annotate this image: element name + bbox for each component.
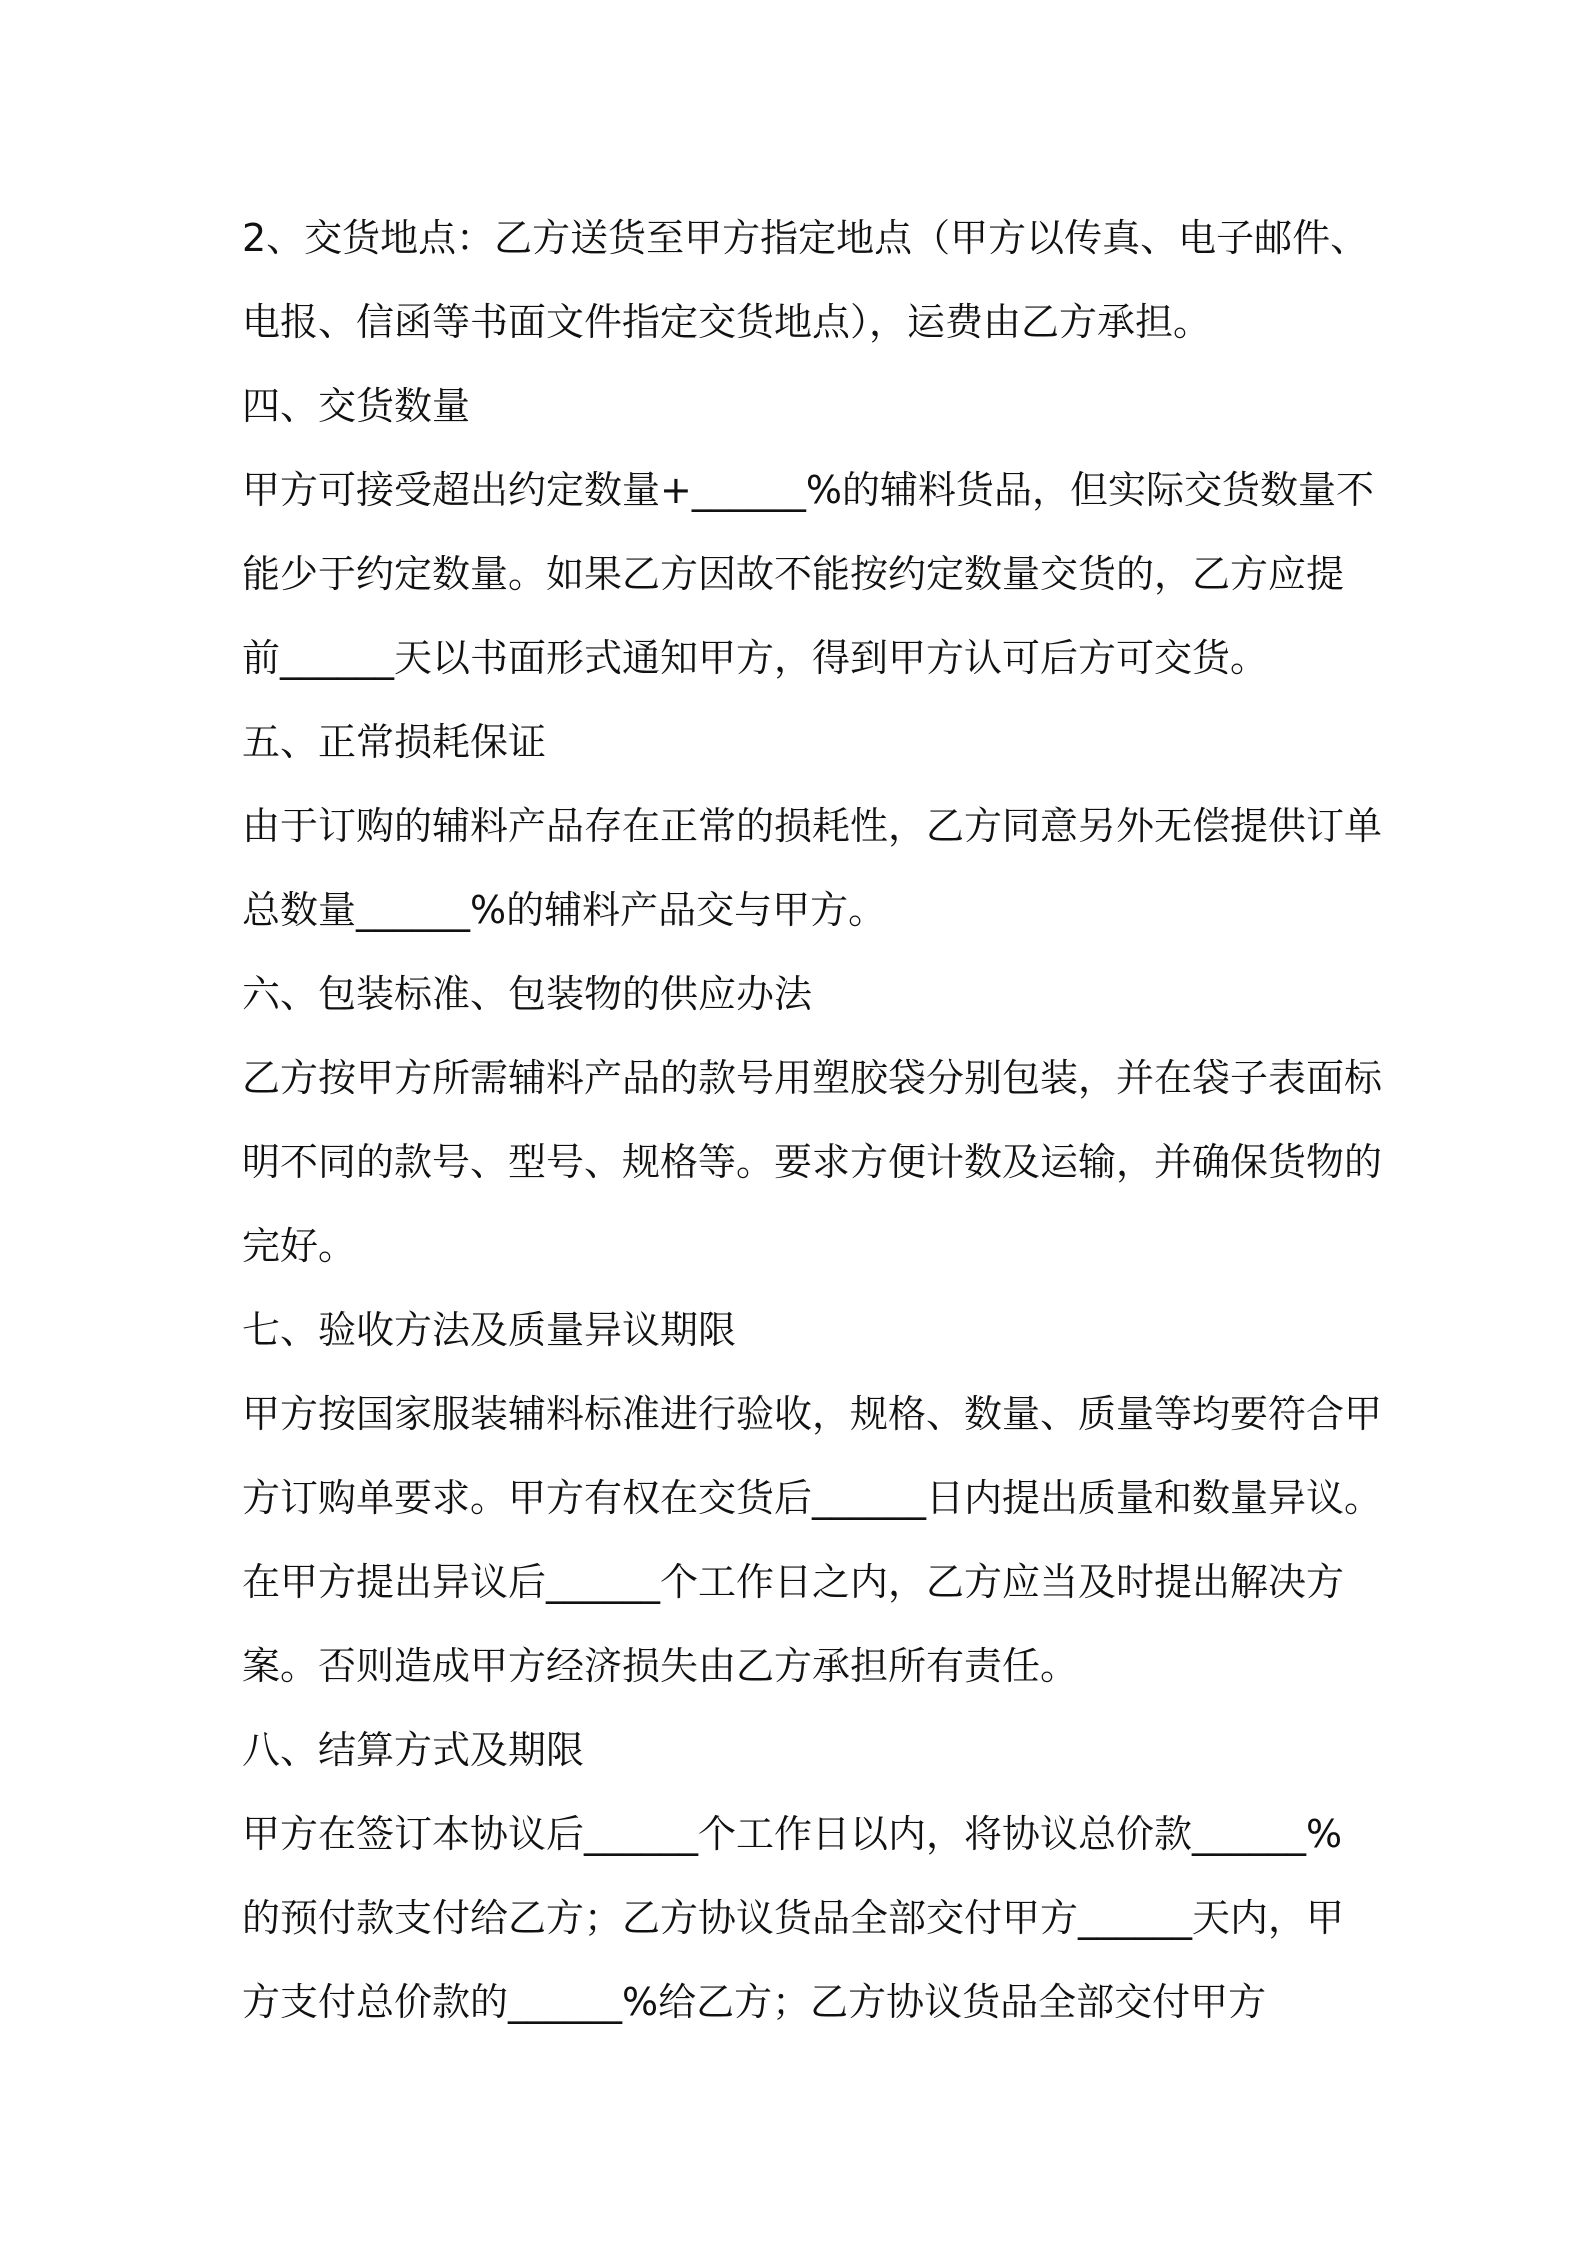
paragraph-line: 总数量______%的辅料产品交与甲方。: [242, 888, 887, 932]
paragraph-line: 乙方按甲方所需辅料产品的款号用塑胶袋分别包装，并在袋子表面标: [242, 1056, 1383, 1100]
paragraph-line: 完好。: [242, 1224, 357, 1268]
paragraph-line: 明不同的款号、型号、规格等。要求方便计数及运输，并确保货物的: [242, 1140, 1383, 1184]
section-heading: 七、验收方法及质量异议期限: [242, 1308, 737, 1352]
paragraph-line: 2、交货地点：乙方送货至甲方指定地点（甲方以传真、电子邮件、: [242, 216, 1369, 260]
paragraph-line: 方支付总价款的______%给乙方；乙方协议货品全部交付甲方: [242, 1980, 1267, 2024]
paragraph-line: 由于订购的辅料产品存在正常的损耗性，乙方同意另外无偿提供订单: [242, 804, 1383, 848]
document-body: [242, 196, 1383, 2044]
paragraph-line: 甲方在签订本协议后______个工作日以内，将协议总价款______%: [242, 1812, 1343, 1856]
paragraph-line: 电报、信函等书面文件指定交货地点），运费由乙方承担。: [242, 300, 1212, 344]
paragraph-line: 甲方按国家服装辅料标准进行验收，规格、数量、质量等均要符合甲: [242, 1392, 1383, 1436]
paragraph-line: 前______天以书面形式通知甲方，得到甲方认可后方可交货。: [242, 636, 1269, 680]
paragraph-line: 甲方可接受超出约定数量+______%的辅料货品，但实际交货数量不: [242, 468, 1374, 512]
paragraph-line: 的预付款支付给乙方；乙方协议货品全部交付甲方______天内，甲: [242, 1896, 1345, 1940]
paragraph-line: 能少于约定数量。如果乙方因故不能按约定数量交货的，乙方应提: [242, 552, 1345, 596]
paragraph-line: 在甲方提出异议后______个工作日之内，乙方应当及时提出解决方: [242, 1560, 1345, 1604]
paragraph-line: 案。否则造成甲方经济损失由乙方承担所有责任。: [242, 1644, 1079, 1688]
section-heading: 四、交货数量: [242, 384, 471, 428]
section-heading: 八、结算方式及期限: [242, 1728, 585, 1772]
section-heading: 五、正常损耗保证: [242, 720, 547, 764]
section-heading: 六、包装标准、包装物的供应办法: [242, 972, 813, 1016]
paragraph-line: 方订购单要求。甲方有权在交货后______日内提出质量和数量异议。: [242, 1476, 1383, 1520]
